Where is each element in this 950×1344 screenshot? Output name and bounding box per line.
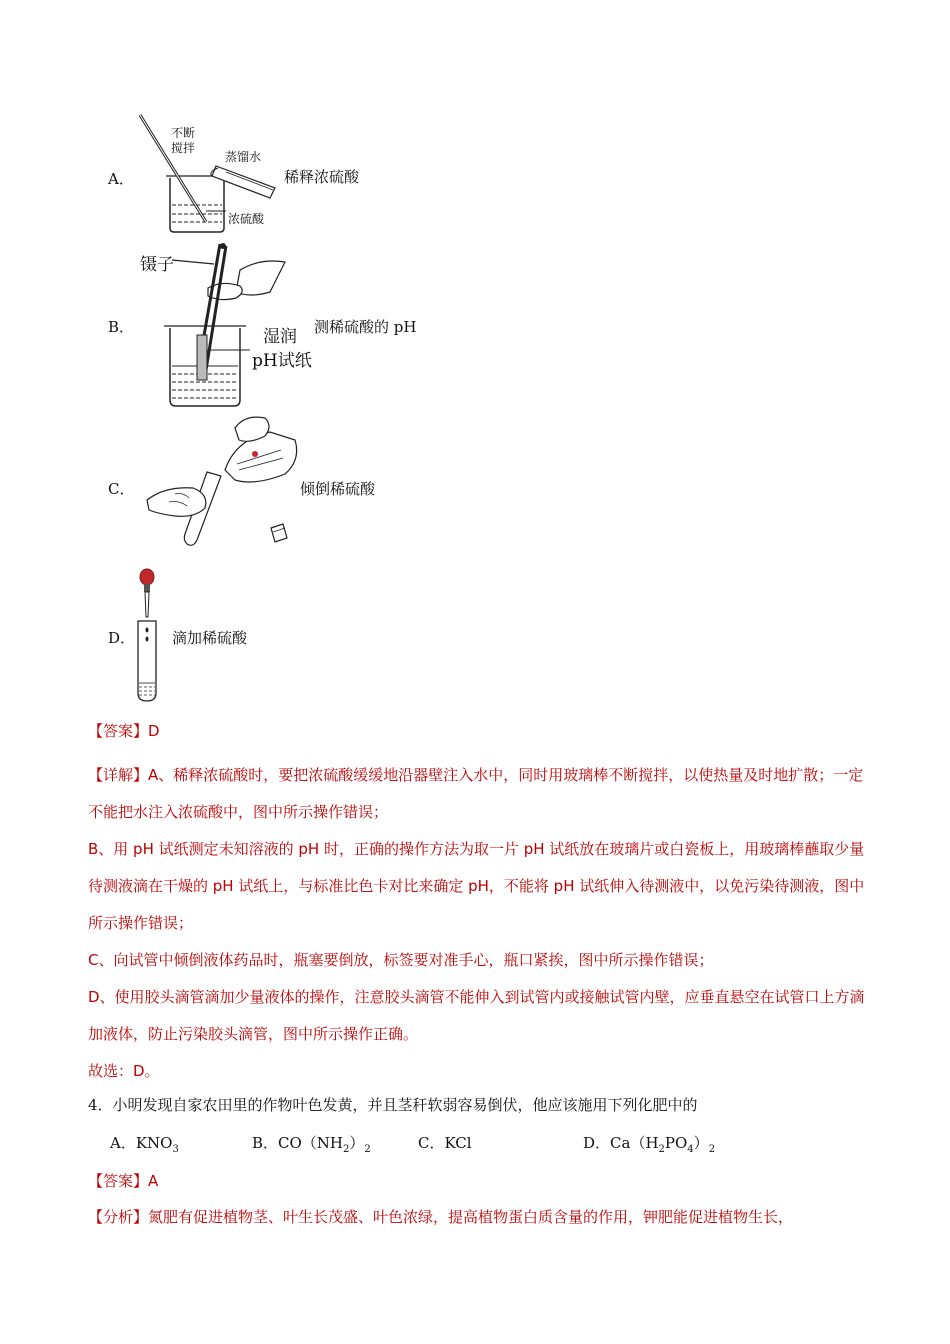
answer-line-q3 (88, 720, 868, 742)
diluting-acid-figure (130, 110, 290, 240)
water-label: 蒸馏水 (225, 150, 262, 164)
q4-choice-b (252, 1132, 371, 1161)
choice-a-sub: 3 (172, 1144, 179, 1155)
option-c-caption: 倾倒稀硫酸 (300, 480, 376, 498)
analysis-text: 氮肥有促进植物茎、叶生长茂盛、叶色浓绿，提高植物蛋白质含量的作用，钾肥能促进植物生长， (148, 1208, 794, 1226)
option-c-letter: C． (108, 480, 135, 498)
choice-b-after: ） (349, 1134, 365, 1152)
choice-d-sub3: 4 (687, 1144, 694, 1155)
detail-tag: 【详解】 (88, 766, 149, 784)
q4-answer-value: A (148, 1172, 159, 1190)
dropper-figure (130, 565, 170, 705)
pouring-acid-figure (145, 410, 305, 555)
option-a-letter: A． (108, 170, 134, 188)
choice-d-mid: PO (664, 1134, 688, 1152)
choice-d-sub2: 2 (708, 1144, 716, 1155)
tweezers-label: 镊子 (140, 255, 174, 275)
analysis-tag: 【分析】 (88, 1208, 149, 1226)
answer-value: D (148, 722, 160, 740)
analysis-line (88, 1206, 868, 1228)
answer-tag: 【答案】 (88, 722, 149, 740)
option-b-caption: 测稀硫酸的 pH (314, 318, 417, 336)
choice-d-after: ） (693, 1134, 709, 1152)
q4-answer-tag: 【答案】 (88, 1172, 149, 1190)
ph-paper-label: pH试纸 (252, 351, 312, 371)
detail-a-text: A、稀释浓硫酸时，要把浓硫酸缓缓地沿器壁注入水中，同时用玻璃棒不断搅拌，以使热量及时地扩散；一定不能把水注入浓硫酸中，图中所示操作错误； (88, 766, 864, 821)
detail-b: B、用 pH 试纸测定未知溶液的 pH 时，正确的操作方法为取一片 pH 试纸放在玻璃片或白瓷板上，用玻璃棒蘸取少量待测液滴在干燥的 pH 试纸上，与标准比色卡对比来确定 pH，不能将 pH 试纸伸入待测液中，以免污染待测液，图中所示操作错误； (88, 840, 865, 932)
stir-label: 不断 搅拌 (171, 126, 196, 155)
detail-c: C、向试管中倾倒液体药品时，瓶塞要倒放，标签要对准手心，瓶口紧挨，图中所示操作错误； (88, 951, 714, 969)
choice-b-text: B．CO（NH (252, 1134, 344, 1152)
q4-choice-a (110, 1132, 179, 1161)
detail-conclusion: 故选：D。 (88, 1062, 160, 1080)
option-d-caption: 滴加稀硫酸 (172, 629, 248, 647)
choice-b-sub: 2 (343, 1144, 350, 1155)
choice-a-text: A．KNO (110, 1134, 173, 1152)
option-d-letter: D． (108, 629, 136, 647)
detail-section (88, 757, 868, 1090)
choice-d-sub: 2 (658, 1144, 665, 1155)
choice-d-text: D．Ca（H (583, 1134, 659, 1152)
detail-d: D、使用胶头滴管滴加少量液体的操作，注意胶头滴管不能伸入到试管内或接触试管内壁，应垂直悬空在试管口上方滴加液体，防止污染胶头滴管，图中所示操作正确。 (88, 988, 865, 1043)
choice-b-sub2: 2 (364, 1144, 371, 1155)
q4-stem: 4．小明发现自家农田里的作物叶色发黄，并且茎秆软弱容易倒伏，他应该施用下列化肥中的 (88, 1096, 698, 1114)
conc-acid-label: 浓硫酸 (228, 212, 265, 226)
q4-choice-c (418, 1132, 472, 1154)
option-a-caption: 稀释浓硫酸 (284, 168, 360, 186)
detail-a (88, 757, 868, 831)
choice-c-text: C．KCl (418, 1134, 472, 1152)
q4-choice-d (583, 1132, 715, 1161)
answer-line-q4 (88, 1170, 868, 1192)
option-b-letter: B． (108, 318, 135, 336)
wet-label: 湿润 (263, 327, 297, 347)
